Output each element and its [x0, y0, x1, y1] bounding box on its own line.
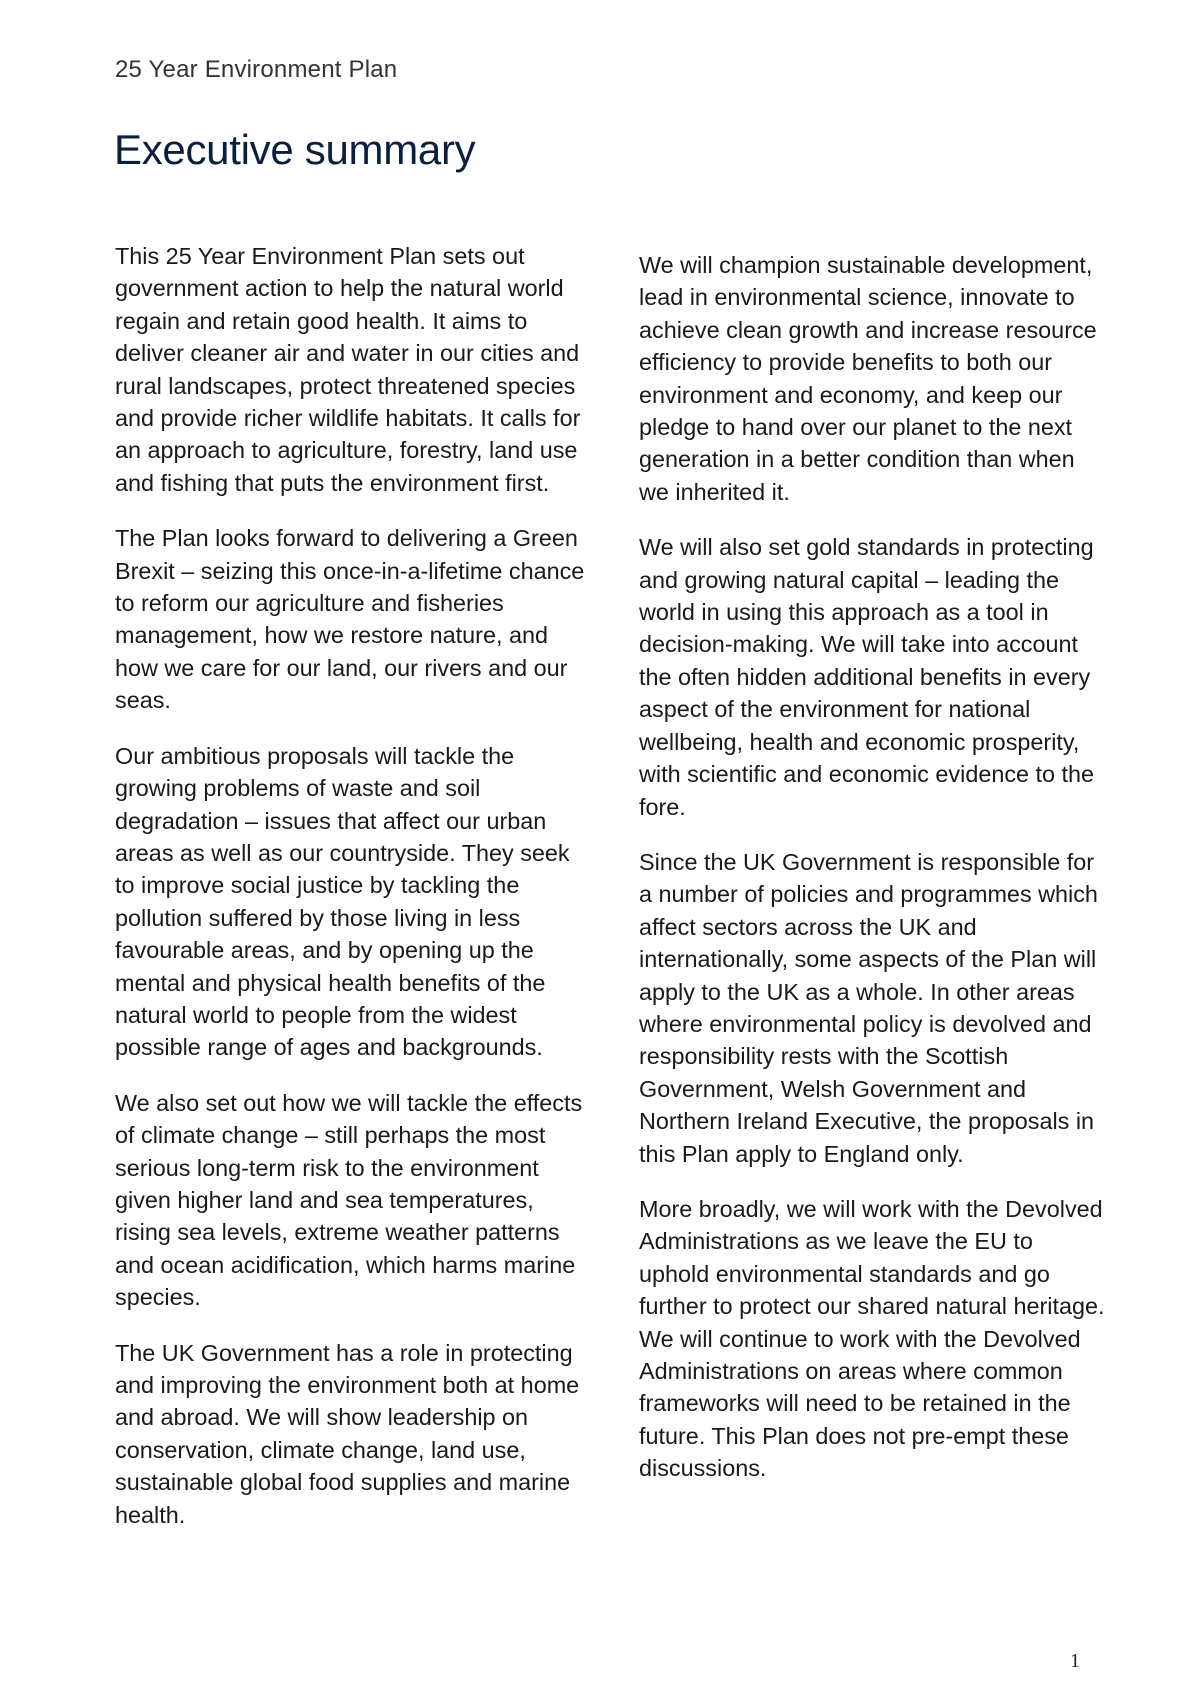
running-header: 25 Year Environment Plan	[115, 56, 398, 83]
paragraph: More broadly, we will work with the Devolved Administrations as we leave the EU to uphold environmental standards and go further to protect our shared natural heritage. We will continue to work with the Devolved Administrations on areas where common frameworks will need to be retained in the future. This Plan does not pre-empt these discussions.	[639, 1195, 1105, 1482]
paragraph: The UK Government has a role in protecting and improving the environment both at home and abroad. We will show leadership on conservation, climate change, land use, sustainable global food supplies and marine health.	[115, 1339, 580, 1528]
right-column	[639, 249, 1109, 1508]
paragraph: Our ambitious proposals will tackle the growing problems of waste and soil degradation – issues that affect our urban areas as well as our countryside. They seek to improve social justice by tackling the pollution suffered by those living in less favourable areas, and by opening up the mental and physical health benefits of the natural world to people from the widest possible range of ages and backgrounds.	[115, 742, 570, 1061]
paragraph: Since the UK Government is responsible for a number of policies and programmes which affect sectors across the UK and internationally, some aspects of the Plan will apply to the UK as a whole. In other areas where environmental policy is devolved and responsibility rests with the Scottish Government, Welsh Government and Northern Ireland Executive, the proposals in this Plan apply to England only.	[639, 848, 1098, 1167]
paragraph: This 25 Year Environment Plan sets out government action to help the natural world regain and retain good health. It aims to deliver cleaner air and water in our cities and rural landscapes, protect threatened species and provide richer wildlife habitats. It calls for an approach to agriculture, forestry, land use and fishing that puts the environment first.	[115, 243, 581, 496]
paragraph: We will also set gold standards in protecting and growing natural capital – leading the world in using this approach as a tool in decision-making. We will take into account the often hidden additional benefits in every aspect of the environment for national wellbeing, health and economic prosperity, with scientific and economic evidence to the fore.	[639, 534, 1095, 820]
paragraph: The Plan looks forward to delivering a Green Brexit – seizing this once-in-a-lifetime chance to reform our agriculture and fisheries management, how we restore nature, and how we care for our land, our rivers and our seas.	[115, 525, 585, 714]
page-number: 1	[1070, 1650, 1080, 1672]
paragraph: We will champion sustainable development, lead in environmental science, innovate to achieve clean growth and increase resource efficiency to provide benefits to both our environment and economy, and keep our pledge to hand over our planet to the next generation in a better condition than when we inherited it.	[639, 252, 1097, 505]
left-column	[115, 240, 585, 1554]
page-title: Executive summary	[114, 126, 476, 173]
paragraph: We also set out how we will tackle the effects of climate change – still perhaps the most serious long-term risk to the environment given higher land and sea temperatures, rising sea levels, extreme weather patterns and ocean acidification, which harms marine species.	[115, 1089, 583, 1311]
